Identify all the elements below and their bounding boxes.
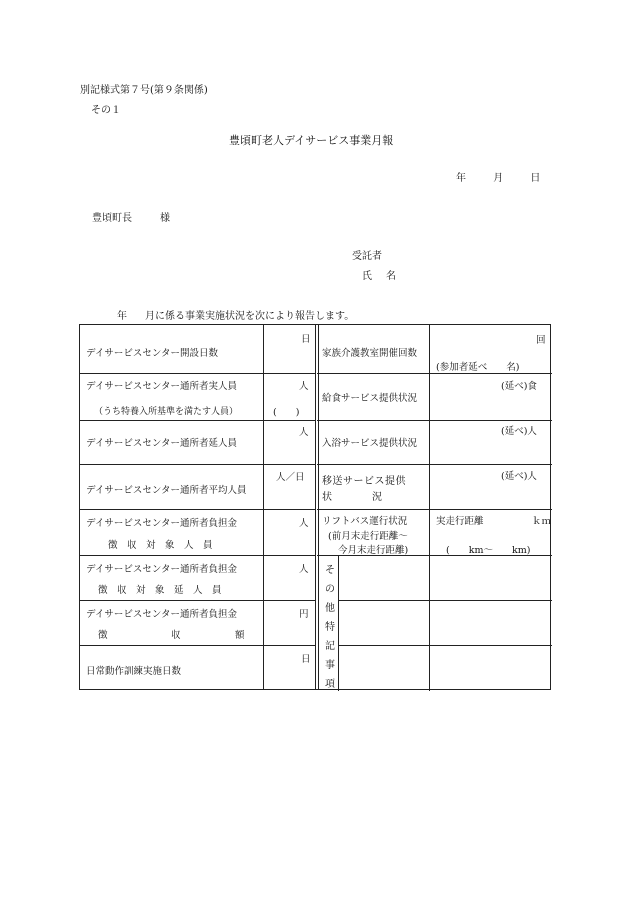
- row-line: [338, 600, 552, 601]
- row-label-transport-service-2: 状 況: [322, 492, 382, 503]
- col-divider-right-upper: [429, 325, 430, 555]
- row-label-training-days: 日常動作訓練実施日数: [86, 666, 182, 677]
- unit-days: 日: [301, 654, 311, 665]
- date-line: [456, 169, 564, 184]
- trustee-label: 受託者: [352, 251, 382, 262]
- row-label-family-class: 家族介護教室開催回数: [322, 348, 418, 359]
- date-day: 日: [530, 173, 541, 184]
- report-statement: [117, 307, 354, 322]
- unit-yen: 円: [299, 609, 309, 620]
- other-notes-vertical-label: [323, 561, 337, 694]
- row-line: [317, 420, 552, 421]
- participants-note: (参加者延べ 名): [436, 362, 520, 373]
- row-label-open-days: デイサービスセンター開設日数: [86, 348, 218, 359]
- row-label-fee-payer-count: デイサービスセンター通所者負担金: [86, 518, 237, 529]
- row-label-transport-service: 移送サービス提供: [322, 476, 406, 487]
- unit-persons-total: (延べ)人: [501, 471, 537, 482]
- row-label-meal-service: 給食サービス提供状況: [322, 393, 418, 404]
- date-month: 月: [493, 173, 504, 184]
- addressee-name: 豊頃町長: [92, 213, 132, 224]
- col-divider-left-unit: [263, 325, 264, 689]
- row-label-fee-amount-2c: 額: [235, 630, 245, 641]
- unit-persons: 人: [299, 564, 309, 575]
- form-number: 別記様式第７号(第９条関係): [80, 85, 208, 96]
- row-label-fee-amount-2b: 収: [171, 630, 181, 641]
- row-label-liftbus-3: 今月末走行距離): [338, 545, 409, 556]
- row-line: [80, 464, 316, 465]
- distance-range: ( km～ km): [446, 545, 531, 556]
- row-label-total-users: デイサービスセンター通所者延人員: [86, 438, 237, 449]
- unit-km: ｋｍ: [532, 516, 552, 527]
- date-year: 年: [456, 173, 466, 184]
- trustee-name-label: [362, 267, 396, 282]
- row-label-fee-amount: デイサービスセンター通所者負担金: [86, 609, 237, 620]
- sub-value-paren: ( ): [273, 407, 300, 418]
- form-subnumber: その１: [91, 105, 121, 116]
- row-line: [317, 509, 552, 510]
- name-label-1: 氏: [362, 271, 372, 282]
- addressee-honorific: 様: [160, 213, 170, 224]
- unit-persons: 人: [299, 518, 309, 529]
- row-label-liftbus-2: (前月末走行距離～: [328, 531, 408, 542]
- col-divider-other-b: [429, 555, 430, 691]
- row-label-fee-amount-2a: 徴: [98, 630, 108, 641]
- unit-persons-per-day: 人／日: [276, 472, 305, 483]
- row-line: [80, 600, 316, 601]
- addressee: [92, 209, 170, 224]
- vertical-char: 事: [325, 660, 335, 671]
- vertical-char: 項: [325, 679, 335, 690]
- report-text: 月に係る事業実施状況を次により報告します。: [145, 311, 355, 322]
- unit-times: 回: [536, 335, 546, 346]
- row-line: [80, 509, 316, 510]
- vertical-char: 記: [325, 641, 335, 652]
- row-label-average-users: デイサービスセンター通所者平均人員: [86, 485, 247, 496]
- unit-meals: (延べ)食: [501, 381, 537, 392]
- row-label-liftbus: リフトバス運行状況: [322, 516, 408, 527]
- vertical-char: 他: [325, 603, 335, 614]
- unit-persons: 人: [299, 381, 309, 392]
- col-divider-other-a: [338, 555, 339, 691]
- document-title: 豊頃町老人デイサービス事業月報: [229, 134, 394, 147]
- unit-persons-total: (延べ)人: [501, 426, 537, 437]
- row-line: [80, 373, 316, 374]
- row-line: [80, 645, 316, 646]
- unit-persons: 人: [299, 427, 309, 438]
- row-label-fee-payer-total-2: 徴 収 対 象 延 人 員: [98, 585, 222, 596]
- row-label-actual-users: デイサービスセンター通所者実人員: [86, 381, 237, 392]
- report-table: [79, 324, 551, 690]
- report-year: 年: [117, 311, 127, 322]
- vertical-char: そ: [325, 565, 335, 576]
- vertical-char: の: [325, 584, 335, 595]
- row-line: [317, 373, 552, 374]
- name-label-2: 名: [386, 271, 396, 282]
- row-label-bath-service: 入浴サービス提供状況: [322, 438, 418, 449]
- row-label-fee-payer-total: デイサービスセンター通所者負担金: [86, 564, 237, 575]
- row-line: [80, 420, 316, 421]
- actual-distance-label: 実走行距離: [436, 516, 484, 527]
- col-divider-double: [315, 325, 319, 689]
- row-label-fee-payer-count-2: 徴 収 対 象 人 員: [108, 540, 213, 551]
- row-line: [317, 464, 552, 465]
- vertical-char: 特: [325, 622, 335, 633]
- unit-days: 日: [301, 334, 311, 345]
- row-line: [338, 645, 552, 646]
- row-line: [80, 555, 316, 556]
- row-sublabel-nursing-criteria: （うち特養入所基準を満たす人員）: [94, 407, 239, 417]
